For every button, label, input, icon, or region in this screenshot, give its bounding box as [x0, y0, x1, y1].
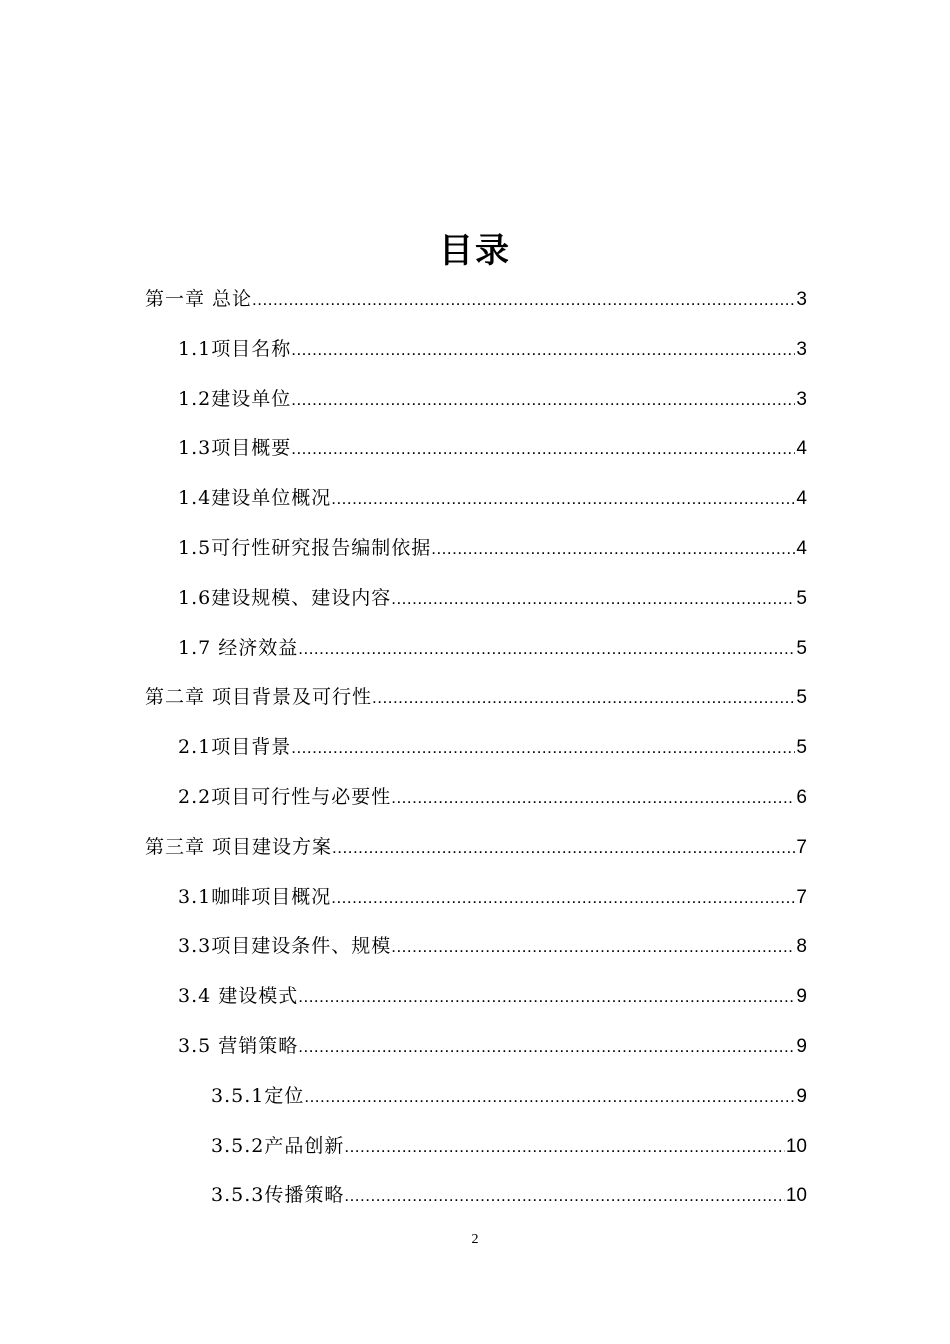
toc-entry[interactable] [0, 922, 807, 972]
toc-dot-leader [391, 922, 795, 972]
toc-entry-title: 第二章 项目背景及可行性 [145, 686, 373, 709]
toc-entry-page-number: 6 [796, 786, 807, 808]
toc-entry-page-number: 4 [796, 438, 807, 460]
toc-entry-title: 2.1项目背景 [178, 736, 292, 759]
toc-entry[interactable] [0, 823, 807, 873]
toc-dot-leader [431, 524, 795, 574]
toc-entry-page-number: 3 [796, 388, 807, 410]
toc-entry-page-number: 4 [796, 537, 807, 559]
toc-dot-leader [252, 275, 795, 325]
toc-entry-title: 1.4建设单位概况 [178, 487, 332, 510]
toc-list [0, 275, 950, 1221]
toc-dot-leader [298, 1022, 795, 1072]
toc-entry[interactable] [0, 424, 807, 474]
toc-entry[interactable] [0, 624, 807, 674]
toc-entry-page-number: 5 [796, 587, 807, 609]
toc-dot-leader [391, 574, 795, 624]
toc-title: 目录 [439, 231, 511, 271]
toc-entry[interactable] [0, 723, 807, 773]
toc-entry[interactable] [0, 673, 807, 723]
toc-entry[interactable] [0, 375, 807, 425]
toc-entry[interactable] [0, 574, 807, 624]
toc-entry-page-number: 5 [796, 737, 807, 759]
toc-dot-leader [372, 673, 795, 723]
toc-dot-leader [391, 773, 795, 823]
toc-entry-title: 3.3项目建设条件、规模 [178, 935, 392, 958]
toc-entry-title: 1.5可行性研究报告编制依据 [178, 536, 432, 559]
toc-dot-leader [331, 474, 795, 524]
toc-dot-leader [344, 1171, 785, 1221]
toc-entry[interactable] [0, 1171, 807, 1221]
toc-entry-title: 1.7 经济效益 [178, 636, 299, 659]
toc-entry-page-number: 3 [796, 289, 807, 310]
toc-entry-title: 3.5 营销策略 [178, 1034, 299, 1057]
toc-entry-title: 3.4 建设模式 [178, 985, 299, 1008]
toc-entry-page-number: 10 [785, 1135, 807, 1157]
toc-entry-title: 3.5.1定位 [211, 1084, 305, 1107]
toc-entry-title: 1.3项目概要 [178, 437, 292, 460]
toc-entry-title: 1.6建设规模、建设内容 [178, 586, 392, 609]
toc-entry-title: 2.2项目可行性与必要性 [178, 785, 392, 808]
toc-entry-page-number: 5 [796, 637, 807, 659]
toc-entry-title: 3.5.3传播策略 [211, 1184, 345, 1207]
toc-dot-leader [291, 325, 795, 375]
toc-dot-leader [332, 823, 795, 873]
toc-entry[interactable] [0, 474, 807, 524]
toc-entry-page-number: 9 [796, 1085, 807, 1107]
toc-entry-title: 第一章 总论 [145, 288, 253, 310]
toc-entry[interactable] [0, 524, 807, 574]
toc-entry-page-number: 3 [796, 338, 807, 360]
toc-entry[interactable] [0, 325, 807, 375]
toc-entry-page-number: 9 [796, 986, 807, 1008]
toc-entry-page-number: 10 [785, 1185, 807, 1207]
toc-entry-page-number: 5 [796, 687, 807, 709]
toc-dot-leader [304, 1072, 795, 1122]
toc-dot-leader [298, 972, 795, 1022]
toc-entry-title: 3.5.2产品创新 [211, 1134, 345, 1157]
toc-entry[interactable] [0, 1072, 807, 1122]
toc-dot-leader [291, 375, 795, 425]
page-number: 2 [471, 1232, 479, 1247]
toc-entry-page-number: 7 [796, 886, 807, 908]
toc-entry-page-number: 4 [796, 488, 807, 510]
toc-dot-leader [291, 424, 795, 474]
toc-entry-title: 1.1项目名称 [178, 337, 292, 360]
toc-entry[interactable] [0, 1122, 807, 1172]
toc-entry-title: 第三章 项目建设方案 [145, 835, 333, 858]
toc-entry[interactable] [0, 972, 807, 1022]
toc-entry[interactable] [0, 275, 807, 325]
toc-entry[interactable] [0, 773, 807, 823]
toc-entry-page-number: 8 [796, 936, 807, 958]
toc-dot-leader [298, 624, 795, 674]
toc-dot-leader [331, 873, 795, 923]
toc-entry[interactable] [0, 873, 807, 923]
toc-dot-leader [291, 723, 795, 773]
toc-entry-title: 3.1咖啡项目概况 [178, 885, 332, 908]
toc-entry-title: 1.2建设单位 [178, 387, 292, 410]
toc-entry-page-number: 7 [796, 836, 807, 858]
toc-dot-leader [344, 1122, 785, 1172]
toc-entry-page-number: 9 [796, 1035, 807, 1057]
toc-entry[interactable] [0, 1022, 807, 1072]
